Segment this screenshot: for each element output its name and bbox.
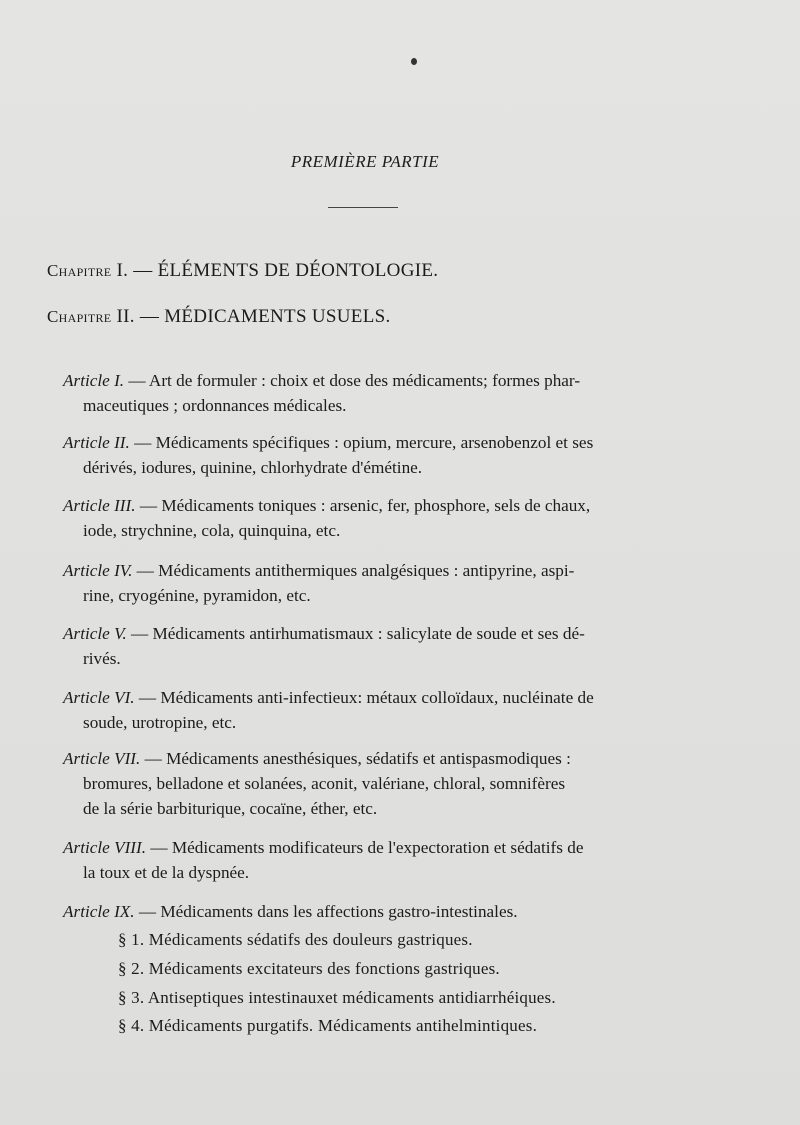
article-text: — Médicaments spécifiques : opium, mercure, arsenobenzol et ses	[129, 433, 594, 452]
article-text: — Médicaments dans les affections gastro-intestinales.	[134, 902, 518, 921]
article-label: Article VII.	[63, 749, 141, 768]
title-rule	[328, 207, 398, 208]
article-2	[63, 430, 695, 480]
chapter-label: Chapitre	[47, 307, 112, 326]
article-text-continued: rine, cryogénine, pyramidon, etc.	[83, 586, 311, 605]
chapter-title: — ÉLÉMENTS DE DÉONTOLOGIE.	[133, 260, 439, 281]
part-title: PREMIÈRE PARTIE	[290, 152, 440, 171]
article-text-continued: iode, strychnine, cola, quinquina, etc.	[83, 521, 341, 540]
section-mark: § 4.	[118, 1016, 145, 1035]
article-7	[63, 746, 695, 821]
article-label: Article V.	[63, 624, 127, 643]
article-text-continued: bromures, belladone et solanées, aconit, valériane, chloral, somnifères	[83, 774, 566, 793]
article-text-continued: dérivés, iodures, quinine, chlorhydrate d'émétine.	[83, 458, 423, 477]
article-text: — Médicaments antirhumatismaux : salicylate de soude et ses dé-	[126, 624, 585, 643]
article-label: Article III.	[63, 496, 136, 515]
chapter-number: I.	[116, 260, 129, 281]
article-1	[63, 368, 695, 418]
article-text-continued: maceutiques ; ordonnances médicales.	[83, 396, 347, 415]
article-label: Article VI.	[63, 688, 135, 707]
section-mark: § 2.	[118, 959, 145, 978]
chapter-number: II.	[116, 306, 135, 327]
article-text-continued: soude, urotropine, etc.	[83, 713, 237, 732]
section-text: Médicaments excitateurs des fonctions gastriques.	[148, 959, 500, 978]
article-5	[63, 621, 695, 671]
article-text: — Médicaments modificateurs de l'expectoration et sédatifs de	[146, 838, 584, 857]
chapter-title: — MÉDICAMENTS USUELS.	[139, 306, 391, 327]
article-label: Article II.	[63, 433, 130, 452]
article-text: — Médicaments anesthésiques, sédatifs et antispasmodiques :	[140, 749, 571, 768]
article-label: Article IX.	[63, 902, 135, 921]
article-text-continued: rivés.	[83, 649, 121, 668]
chapter-1	[47, 260, 438, 282]
article-label: Article IV.	[63, 561, 133, 580]
section-4	[118, 1015, 537, 1037]
section-text: Antiseptiques intestinauxet médicaments antidiarrhéiques.	[147, 988, 556, 1007]
article-text-continued: de la série barbiturique, cocaïne, éther, etc.	[83, 799, 378, 818]
article-8	[63, 835, 695, 885]
article-label: Article VIII.	[63, 838, 147, 857]
chapter-2	[47, 306, 391, 328]
article-text: — Médicaments anti-infectieux: métaux colloïdaux, nucléinate de	[134, 688, 594, 707]
article-text: — Art de formuler : choix et dose des médicaments; formes phar-	[124, 371, 581, 390]
chapter-label: Chapitre	[47, 261, 112, 280]
section-mark: § 3.	[118, 988, 145, 1007]
article-text-continued: la toux et de la dyspnée.	[83, 863, 250, 882]
section-2	[118, 958, 500, 980]
article-label: Article I.	[63, 371, 125, 390]
article-4	[63, 558, 695, 608]
section-text: Médicaments sédatifs des douleurs gastriques.	[148, 930, 473, 949]
section-3	[118, 987, 556, 1009]
ink-dot	[411, 58, 417, 65]
section-text: Médicaments purgatifs. Médicaments antihelmintiques.	[148, 1016, 538, 1035]
article-9	[63, 899, 695, 924]
article-6	[63, 685, 695, 735]
section-1	[118, 929, 473, 951]
article-text: — Médicaments toniques : arsenic, fer, phosphore, sels de chaux,	[135, 496, 591, 515]
article-3	[63, 493, 695, 543]
article-text: — Médicaments antithermiques analgésiques : antipyrine, aspi-	[132, 561, 575, 580]
section-mark: § 1.	[118, 930, 145, 949]
